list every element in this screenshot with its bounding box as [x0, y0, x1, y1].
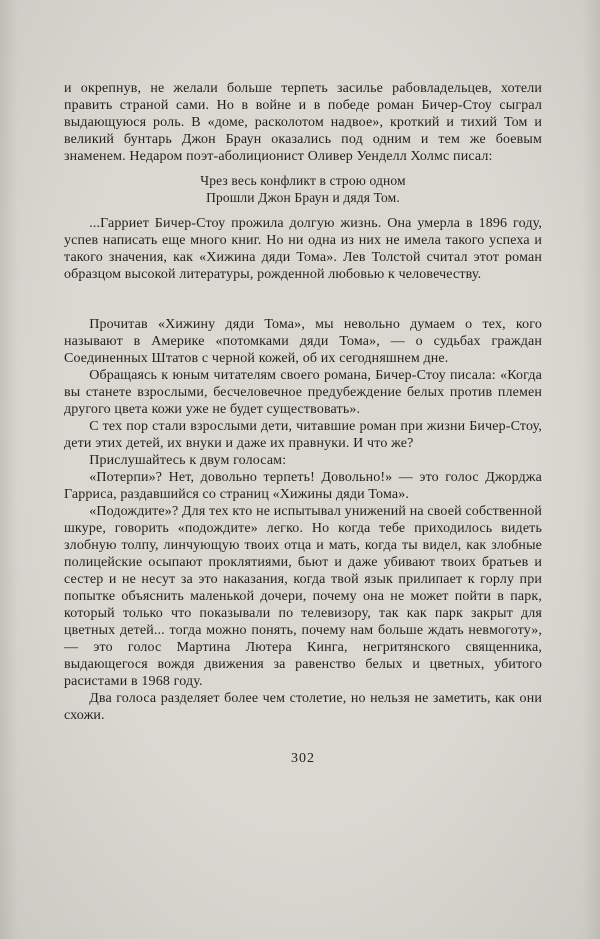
text-column	[64, 80, 542, 724]
verse-line-2: Прошли Джон Браун и дядя Том.	[206, 190, 400, 205]
paragraph-obrashchayas: Обращаясь к юным читателям своего романа, Бичер-Стоу писала: «Когда вы станете взрослыми, бесчеловечное предубеждение белых против племен другого цвета кожи уже не будет существовать».	[64, 368, 542, 417]
verse-quote	[64, 172, 542, 206]
paragraph-s-tekh-por: С тех пор стали взрослыми дети, читавшие роман при жизни Бичер-Стоу, дети этих детей, их внуки и даже их правнуки. И что же?	[64, 419, 542, 451]
paragraph-prochitav: Прочитав «Хижину дяди Тома», мы невольно думаем о тех, кого называют в Америке «потомками дяди Тома», — о судьбах граждан Соединенных Штатов с черной кожей, об их сегодняшнем дне.	[64, 317, 542, 366]
paragraph-harriet-life: ...Гарриет Бичер-Стоу прожила долгую жизнь. Она умерла в 1896 году, успев написать еще много книг. Но ни одна из них не имела такого успеха и такого значения, как «Хижина дяди Тома». Лев Толстой считал этот роман образцом высокой литературы, рожденной любовью к человечеству.	[64, 216, 542, 282]
paragraph-dva-golosa: Два голоса разделяет более чем столетие, но нельзя не заметить, как они схожи.	[64, 691, 542, 723]
paragraph-prislushaytes: Прислушайтесь к двум голосам:	[89, 453, 287, 468]
page-number: 302	[291, 751, 315, 766]
paragraph-continuation: и окрепнув, не желали больше терпеть засилье рабовладельцев, хотели править страной сами. Но в войне и в победе роман Бичер-Стоу сыграл выдающуюся роль. В «доме, расколотом надвое», кроткий и тихий Том и великий бунтарь Джон Браун оказались под одним и тем же боевым знаменем. Недаром поэт-аболиционист Оливер Уенделл Холмс писал:	[64, 81, 542, 164]
verse-line-1: Чрез весь конфликт в строю одном	[200, 173, 406, 188]
paragraph-poterpi: «Потерпи»? Нет, довольно терпеть! Довольно!» — это голос Джорджа Гарриса, раздавшийся со страниц «Хижины дяди Тома».	[64, 470, 542, 502]
paragraph-podozhdite: «Подождите»? Для тех кто не испытывал унижений на своей собственной шкуре, говорить «подождите» легко. Но когда тебе приходилось видеть злобную толпу, линчующую твоих отца и мать, когда ты видел, как злобные полицейские осыпают проклятиями, бьют и даже убивают твоих братьев и сестер и не несут за это наказания, когда твой язык прилипает к горлу при попытке объяснить маленькой дочери, почему она не может пойти в парк, который только что показывали по телевизору, так как парк закрыт для цветных детей... тогда можно понять, почему нам больше ждать невмоготу», — это голос Мартина Лютера Кинга, негритянского священника, выдающегося вождя движения за равенство белых и цветных, убитого расистами в 1968 году.	[64, 504, 542, 689]
section-break	[64, 283, 542, 316]
